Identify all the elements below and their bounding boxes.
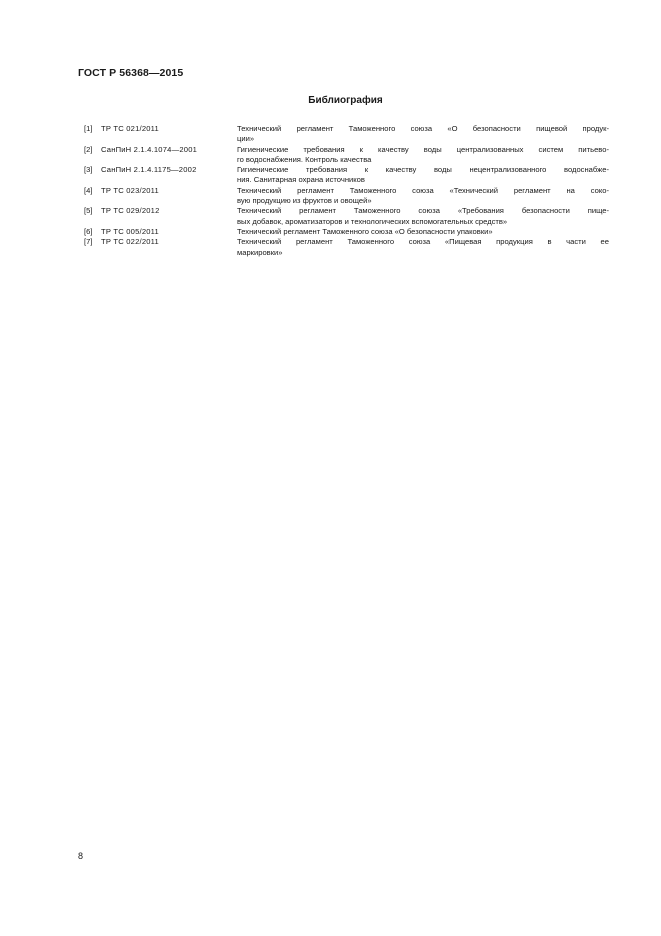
bibliography-entry-1 [84,124,609,145]
bibliography-entry-4 [84,186,609,207]
entry-code: ТР ТС 021/2011 [101,124,159,133]
entry-description [237,145,609,166]
bibliography-entry-7 [84,237,609,258]
bibliography-entry-5 [84,206,609,227]
entry-line: вых добавок, ароматизаторов и технологических вспомогательных средств» [237,216,508,226]
page-number: 8 [78,851,84,861]
entry-code: СанПиН 2.1.4.1074—2001 [101,144,198,154]
entry-code: СанПиН 2.1.4.1175—2002 [101,165,197,175]
entry-description [237,165,609,186]
entry-line: маркировки» [237,247,283,257]
entry-code: ТР ТС 029/2012 [101,206,160,216]
document-code: ГОСТ Р 56368—2015 [78,67,184,79]
entry-number: [1] [84,124,93,133]
entry-line: Технический регламент Таможенного союза «Пищевая продукция в части ее [237,237,609,247]
entry-number: [7] [84,237,93,247]
entry-line: ции» [237,134,255,144]
entry-line: го водоснабжения. Контроль качества [237,154,372,164]
entry-description [237,206,609,227]
entry-line: вую продукцию из фруктов и овощей» [237,196,372,206]
entry-line: Гигиенические требования к качеству воды централизованных систем питьево- [237,144,609,154]
entry-description [237,227,609,237]
bibliography-entry-6 [84,227,609,237]
entry-number: [5] [84,206,93,216]
entry-line: Гигиенические требования к качеству воды нецентрализованного водоснабже- [237,165,609,175]
entry-line: Технический регламент Таможенного союза «О безопасности упаковки» [237,226,493,236]
entry-description [237,124,609,145]
entry-number: [6] [84,226,93,236]
entry-line: ния. Санитарная охрана источников [237,175,365,185]
entry-description [237,186,609,207]
entry-line: Технический регламент Таможенного союза «Технический регламент на соко- [237,185,609,195]
entry-number: [2] [84,144,93,154]
entry-code: ТР ТС 022/2011 [101,237,159,247]
bibliography-entry-2 [84,145,609,166]
entry-line: Технический регламент Таможенного союза «Требования безопасности пище- [237,206,609,216]
entry-number: [3] [84,165,93,175]
entry-description [237,237,609,258]
entry-line: Технический регламент Таможенного союза «О безопасности пищевой продук- [237,124,609,133]
bibliography-entry-3 [84,165,609,186]
entry-number: [4] [84,185,93,195]
entry-code: ТР ТС 023/2011 [101,185,159,195]
bibliography-title: Библиография [308,95,383,106]
bibliography-list [84,124,609,258]
entry-code: ТР ТС 005/2011 [101,226,159,236]
